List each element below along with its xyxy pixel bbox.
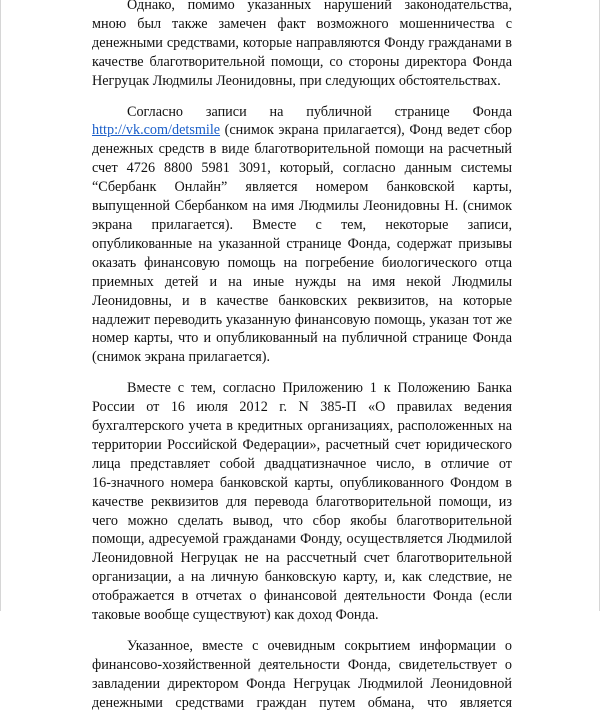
text-line: приемных детей и на иные нужды на имя некой Людмилы [92, 273, 512, 290]
text-line: России от 16 июля 2012 г. N 385-П «О правилах ведения [92, 399, 512, 416]
text-line: территории Российской Федерации», расчетный счет юридического [92, 436, 512, 453]
text-line: (снимок экрана прилагается). [92, 349, 271, 366]
text-line: 16-значного номера банковской карты, опубликованного Фондом в [92, 474, 512, 491]
text-line: оказать финансовую помощь на погребение биологического отца [92, 254, 512, 271]
text-line: качестве благотворительной помощи, со стороны директора Фонда [92, 53, 512, 70]
text-line: опубликованные на указанной странице Фонда, содержат призывы [92, 235, 512, 252]
text-line: денежных средств в виде благотворительной помощи на расчетный [92, 141, 512, 158]
text-line: бухгалтерского учета в кредитных организациях, расположенных на [92, 418, 512, 435]
text-line: денежными средствами граждан путем обмана, что является [92, 694, 512, 711]
text-line: Леонидовной Негруцак не на рассчетный счет благотворительной [92, 550, 512, 567]
text-line: чего можно сделать вывод, что сбор якобы благотворительной [92, 512, 512, 529]
text-line: выпущенной Сбербанком на имя Людмилы Леонидовны Н. (снимок [92, 198, 512, 215]
paragraph-2 [92, 103, 512, 368]
text-line: Однако, помимо указанных нарушений законодательства, [127, 0, 512, 13]
text-line: Вместе с тем, согласно Приложению 1 к Положению Банка [127, 380, 512, 397]
paragraph-4 [92, 637, 512, 713]
paragraph-3 [92, 379, 512, 625]
text-line: номер карты, что и опубликованный на публичной странице Фонда [92, 330, 512, 347]
paragraph-1 [92, 0, 512, 91]
text-line: денежными средствами, которые направляются Фонду гражданами в [92, 34, 512, 51]
text-line: “Сбербанк Онлайн” является номером банковской карты, [92, 179, 512, 196]
text-line: Согласно записи на публичной странице Фонда [127, 103, 512, 120]
vk-link[interactable]: http://vk.com/detsmile [92, 122, 221, 139]
text-fragment: (снимок экрана прилагается), Фонд ведет сбор [220, 122, 512, 139]
text-line: счет 4726 8800 5981 3091, который, согласно данным системы [92, 160, 512, 177]
text-line: финансово-хозяйственной деятельности Фонда, свидетельствует о [92, 656, 512, 673]
text-line: качестве реквизитов для перевода благотворительной помощи, из [92, 493, 512, 510]
text-line: отображается в отчетах о финансовой деятельности Фонда (если [92, 588, 512, 605]
text-line: надлежит переводить указанную финансовую помощь, указан тот же [92, 311, 512, 328]
document-body [92, 0, 512, 725]
text-line: организации, а на личную банковскую карту, и, как следствие, не [92, 569, 512, 586]
text-line: мною был также замечен факт возможного мошенничества с [92, 15, 512, 32]
text-line: Негруцак Людмилы Леонидовны, при следующих обстоятельствах. [92, 72, 501, 89]
text-line: экрана прилагается). Вместе с тем, некоторые записи, [92, 216, 512, 233]
text-line [92, 121, 512, 140]
text-line: таковые вообще существуют) как доход Фонда. [92, 607, 379, 624]
text-line: Леонидовны, и в качестве банковских реквизитов, на которые [92, 292, 512, 309]
text-line: лица представляет собой двадцатизначное число, в отличие от [92, 455, 512, 472]
text-line: помощи, адресуемой гражданами Фонду, осуществляется Людмилой [92, 531, 512, 548]
text-line: завладении директором Фонда Негруцак Людмилой Леонидовной [92, 675, 512, 692]
text-line: Указанное, вместе с очевидным сокрытием информации о [127, 638, 512, 654]
